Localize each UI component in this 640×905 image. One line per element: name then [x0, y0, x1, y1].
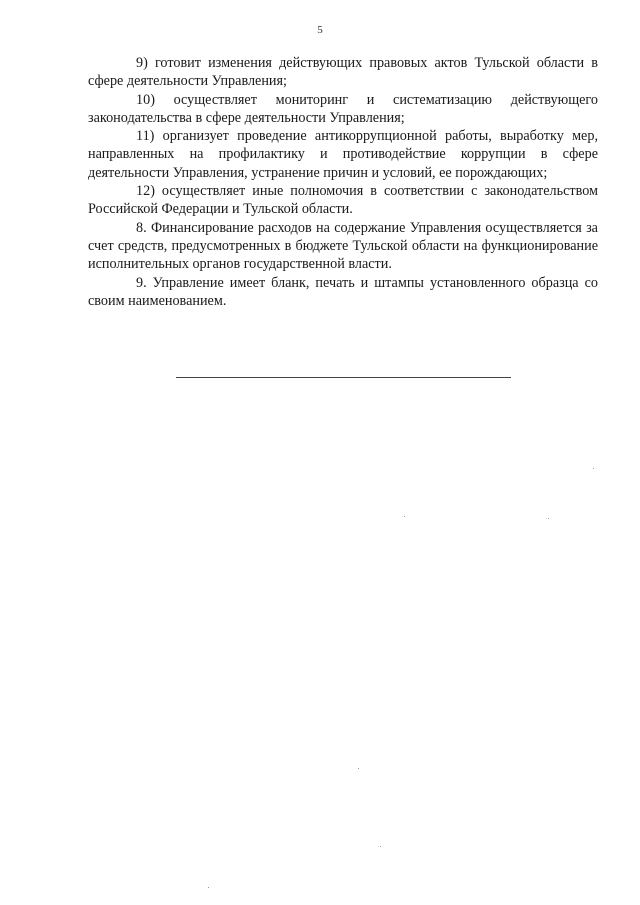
- page-number: 5: [317, 24, 323, 36]
- paragraph-item-12: 12) осуществляет иные полномочия в соответствии с законодательством Российской Федерации и Тульской области.: [88, 183, 598, 218]
- paragraph-item-9: 9) готовит изменения действующих правовых актов Тульской области в сфере деятельности Управления;: [88, 55, 598, 90]
- paragraph-section-8: 8. Финансирование расходов на содержание Управления осуществляется за счет средств, предусмотренных в бюджете Тульской области на функционирование исполнительных органов государственной власти.: [88, 219, 598, 273]
- paragraph-section-9: 9. Управление имеет бланк, печать и штампы установленного образца со своим наименованием.: [88, 274, 598, 309]
- scan-speck: [208, 887, 209, 888]
- end-divider-line: [176, 377, 511, 378]
- scan-speck: [380, 846, 381, 847]
- scan-speck: [548, 518, 549, 519]
- paragraph-item-11: 11) организует проведение антикоррупционной работы, выработку мер, направленных на профилактику и противодействие коррупции в сфере деятельности Управления, устранение причин и условий, ее порождающих;: [88, 128, 598, 181]
- document-body: [88, 54, 598, 310]
- scan-speck: [404, 516, 405, 517]
- scan-speck: [593, 468, 594, 469]
- scan-speck: [358, 768, 359, 769]
- paragraph-item-10: 10) осуществляет мониторинг и систематизацию действующего законодательства в сфере деятельности Управления;: [88, 91, 598, 126]
